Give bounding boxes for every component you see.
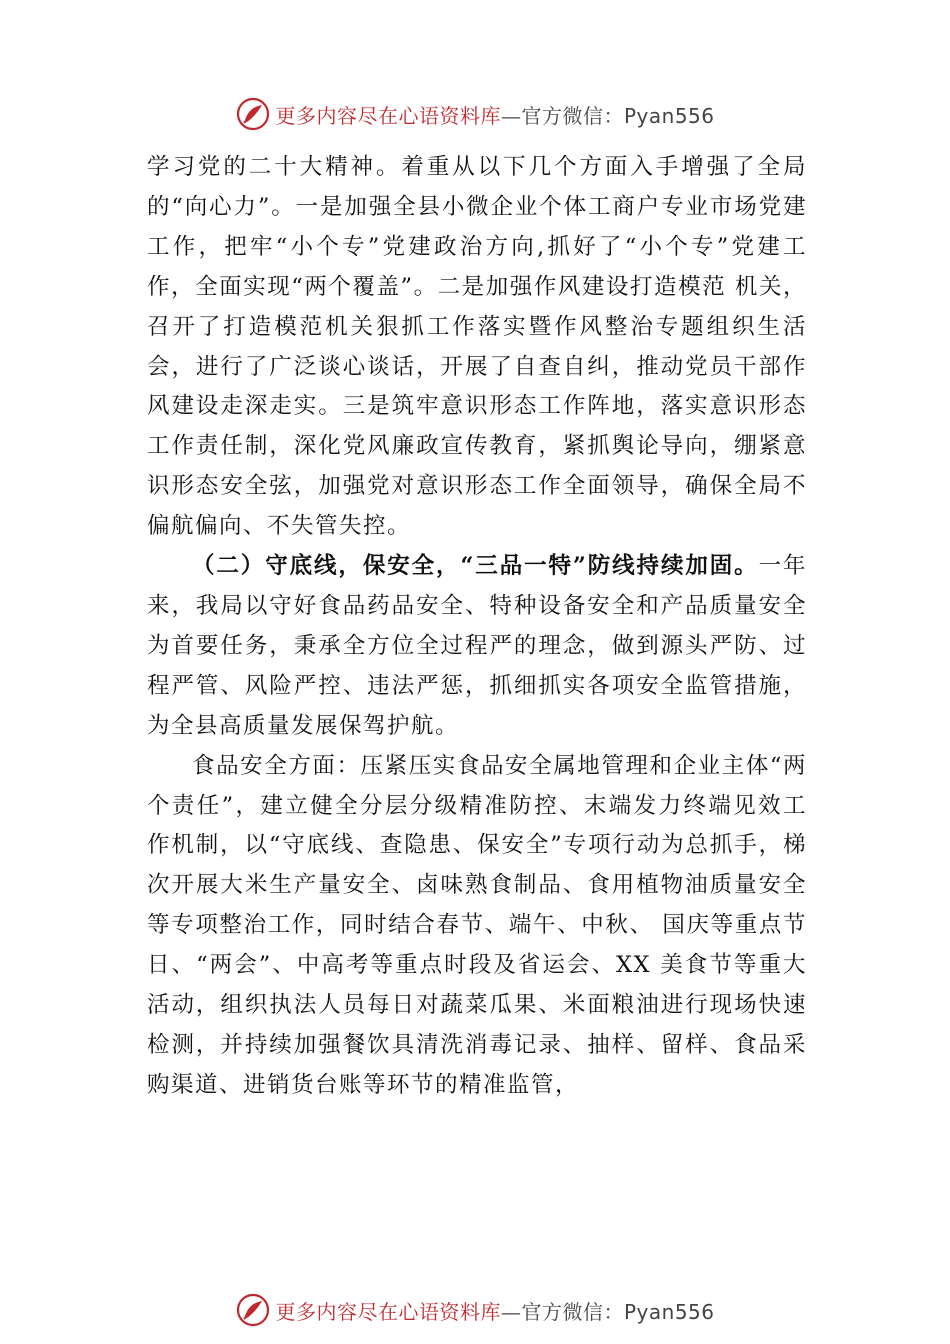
paragraph-2-text: 一年来，我局以守好食品药品安全、特种设备安全和产品质量安全为首要任务，秉承全方位全过程严的理念，做到源头严防、过程严管、风险严控、违法严惩，抓细抓实各项安全监管措施，为全县高质量发展保驾护航。	[147, 553, 807, 739]
section-heading: （二）守底线，保安全，“三品一特”防线持续加固。	[192, 553, 759, 580]
seal-logo-icon	[235, 1292, 271, 1328]
paragraph-2	[147, 547, 807, 747]
header-banner	[0, 94, 950, 134]
seal-logo-icon	[235, 96, 271, 132]
footer-banner	[0, 1290, 950, 1330]
banner-text: 更多内容尽在心语资料库—官方微信：Pyan556	[275, 103, 715, 128]
document-body	[147, 148, 807, 1106]
banner-text: 更多内容尽在心语资料库—官方微信：Pyan556	[275, 1299, 715, 1324]
paragraph-1: 学习党的二十大精神。着重从以下几个方面入手增强了全局的“向心力”。一是加强全县小微企业个体工商户专业市场党建工作，把牢“小个专”党建政治方向,抓好了“小个专”党建工作，全面实现“两个覆盖”。二是加强作风建设打造模范 机关，召开了打造模范机关狠抓工作落实暨作风整治专题组织生活会，进行了广泛谈心谈话，开展了自查自纠，推动党员干部作风建设走深走实。三是筑牢意识形态工作阵地，落实意识形态工作责任制，深化党风廉政宣传教育，紧抓舆论导向，绷紧意识形态安全弦，加强党对意识形态工作全面领导，确保全局不偏航偏向、不失管失控。	[147, 154, 807, 540]
paragraph-3: 食品安全方面：压紧压实食品安全属地管理和企业主体“两个责任”，建立健全分层分级精准防控、末端发力终端见效工作机制，以“守底线、查隐患、保安全”专项行动为总抓手，梯次开展大米生产量安全、卤味熟食制品、食用植物油质量安全等专项整治工作，同时结合春节、端午、中秋、 国庆等重点节日、“两会”、中高考等重点时段及省运会、XX 美食节等重大活动，组织执法人员每日对蔬菜瓜果、米面粮油进行现场快速检测，并持续加强餐饮具清洗消毒记录、抽样、留样、食品采购渠道、进销货台账等环节的精准监管，	[147, 752, 807, 1098]
